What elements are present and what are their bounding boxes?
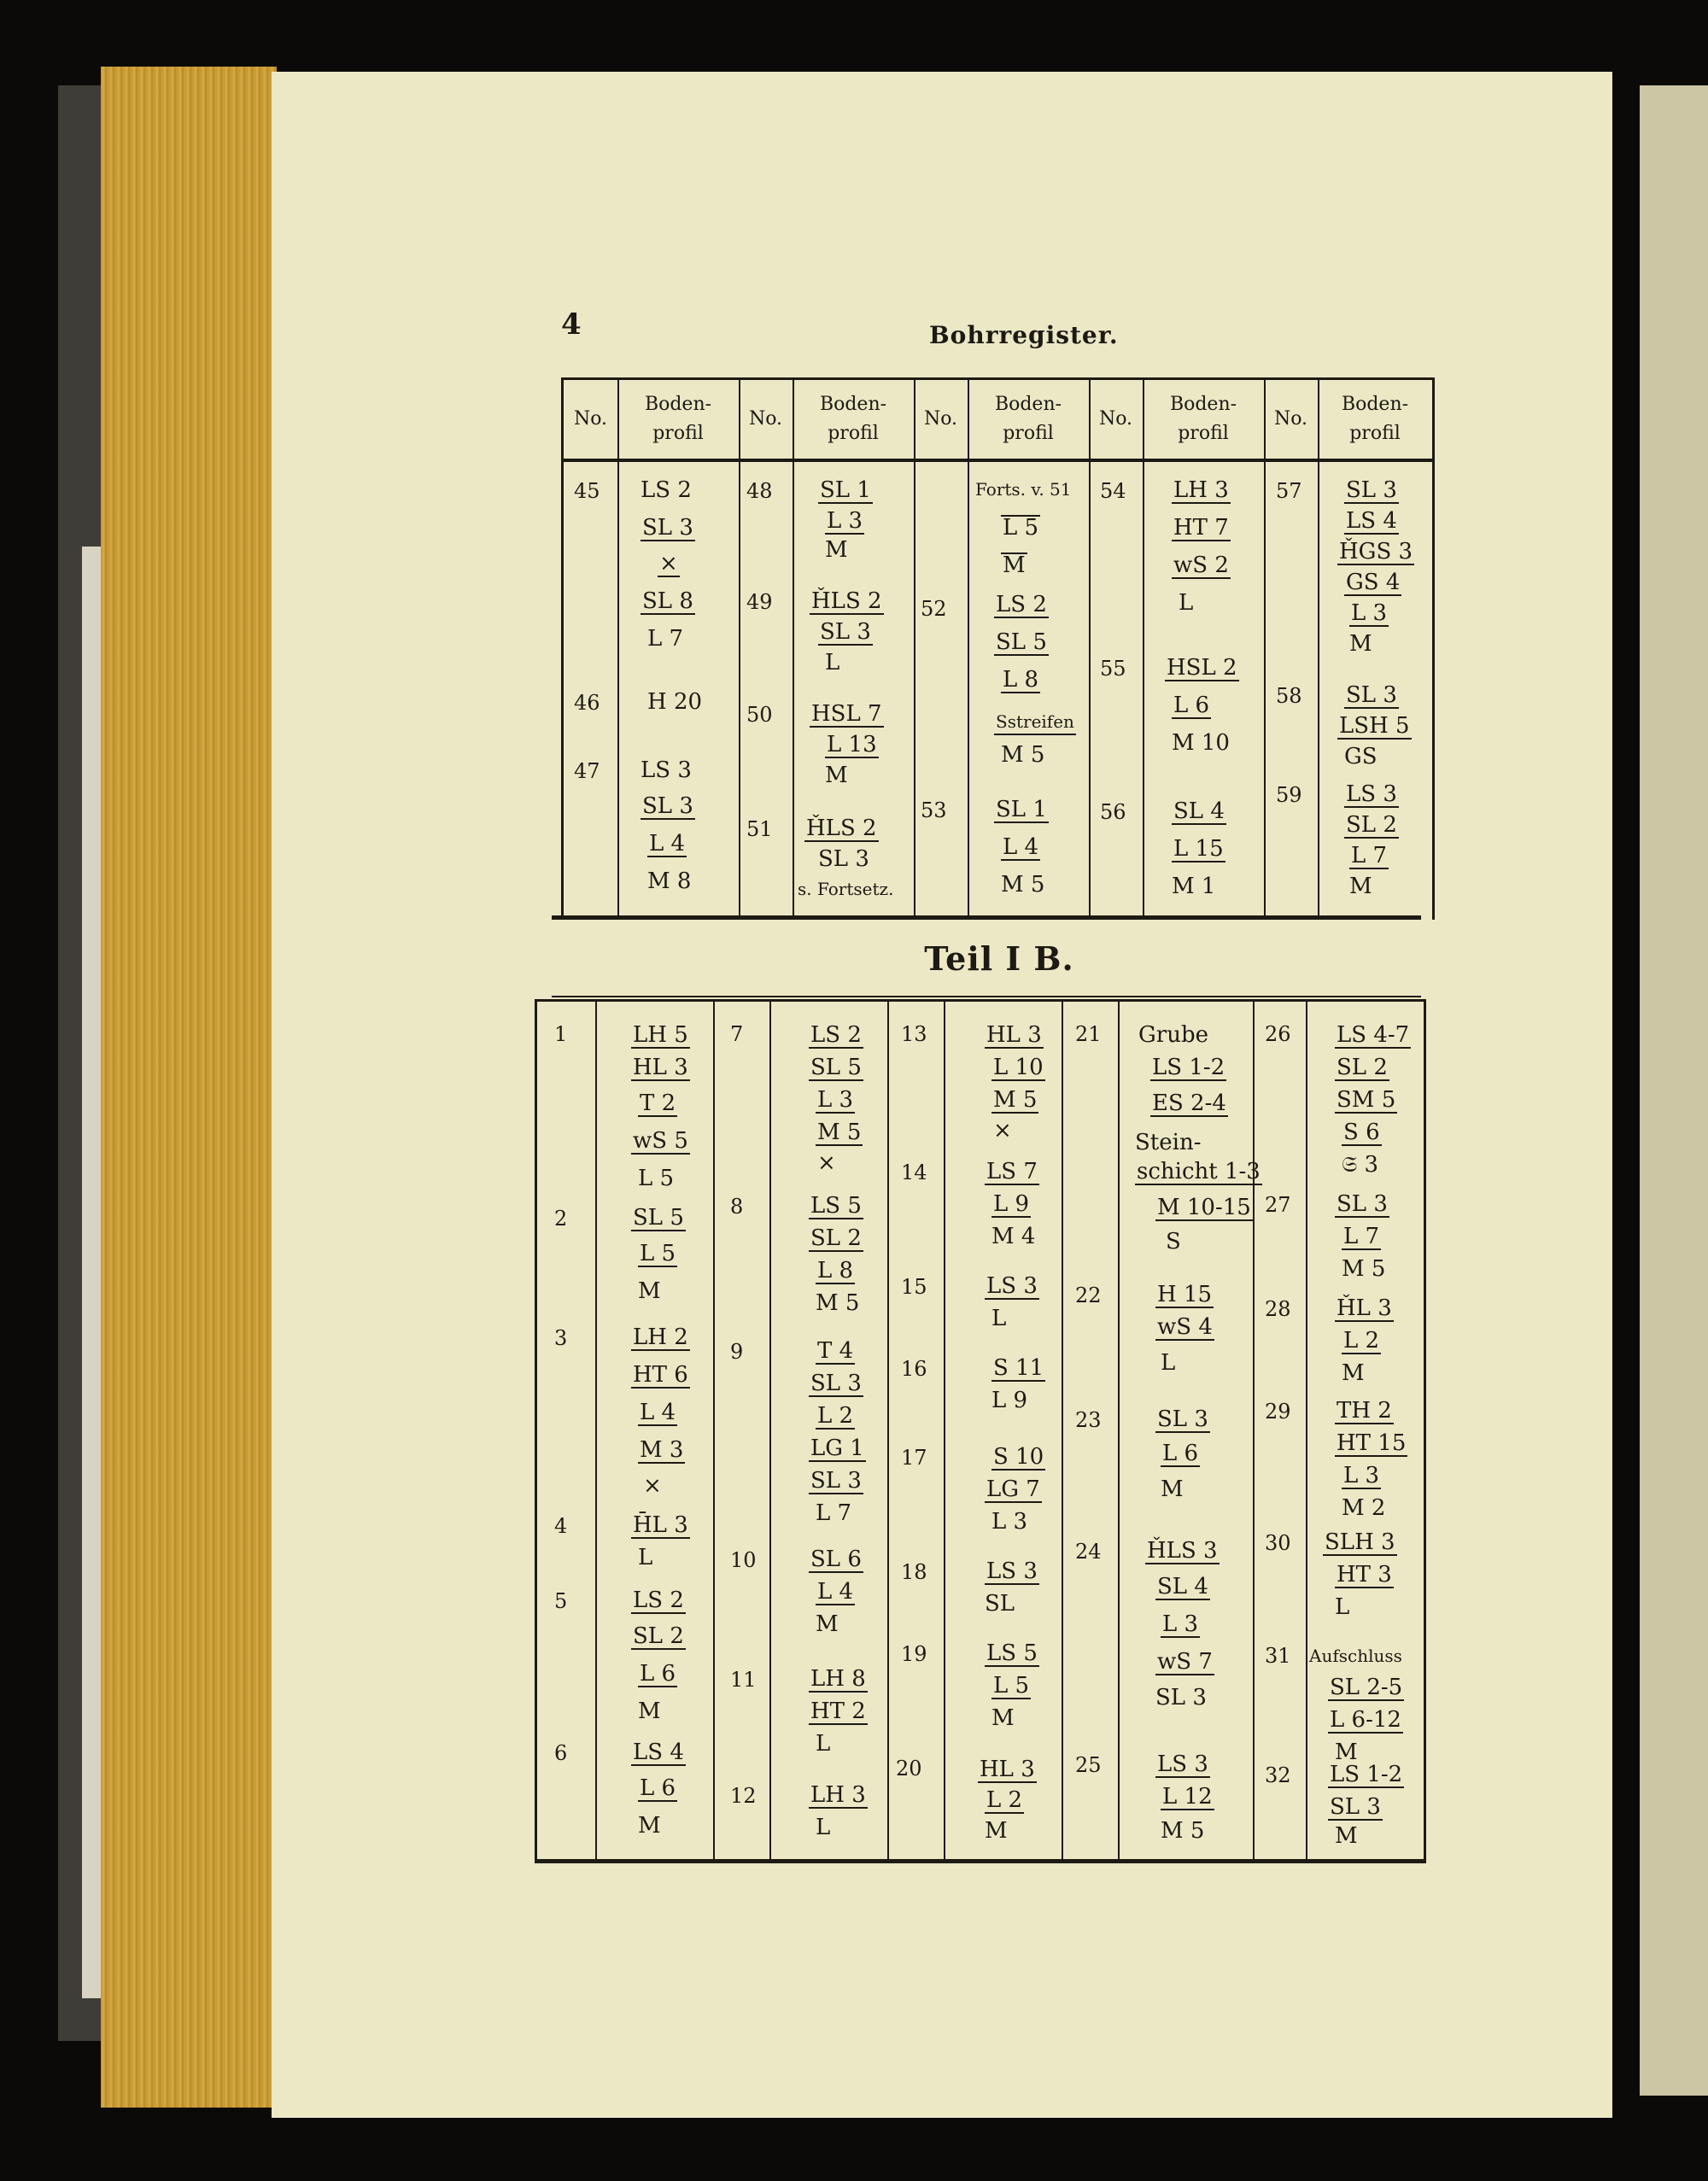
- header-profile: Boden- profil: [1169, 394, 1237, 444]
- bore-number: 49: [746, 590, 773, 614]
- profile-entry: HT 2: [810, 1699, 866, 1724]
- profile-entry: LS 2: [633, 1588, 684, 1613]
- bore-number: 10: [730, 1548, 757, 1572]
- bore-number: 50: [746, 703, 773, 727]
- profile-entry: L: [816, 1731, 831, 1757]
- profile-entry: TH 2: [1337, 1398, 1392, 1424]
- profile-entry: SL 2: [810, 1225, 862, 1251]
- profile-entry: L 6: [1162, 1441, 1199, 1466]
- profile-entry: M: [1349, 874, 1372, 899]
- profile-entry: HL 3: [980, 1757, 1035, 1782]
- profile-entry: LS 3: [1346, 781, 1397, 807]
- profile-entry: LS 4: [1346, 508, 1397, 534]
- bore-number: 3: [554, 1326, 568, 1350]
- bore-number: 54: [1100, 479, 1126, 503]
- header-no: No.: [748, 408, 783, 430]
- profile-entry: SL 5: [633, 1205, 684, 1231]
- profile-entry: LS 1-2: [1152, 1055, 1225, 1080]
- profile-entry: HT 6: [633, 1362, 688, 1388]
- bore-number: 9: [730, 1340, 744, 1364]
- profile-entry: M: [1335, 1740, 1358, 1765]
- bore-number: 52: [921, 597, 947, 621]
- profile-entry: SL 3: [1157, 1406, 1208, 1432]
- profile-entry: SL 5: [996, 629, 1047, 655]
- bore-number: 5: [554, 1589, 568, 1613]
- bore-number: 59: [1276, 783, 1302, 807]
- header-profile: Boden- profil: [994, 394, 1062, 444]
- profile-entry: L 7: [647, 626, 684, 652]
- profile-entry: LS 3: [640, 757, 692, 783]
- profile-entry: M: [638, 1278, 661, 1304]
- profile-entry: ȞGS 3: [1339, 539, 1413, 564]
- profile-entry: M: [638, 1699, 661, 1724]
- profile-entry: SL 3: [1330, 1794, 1381, 1820]
- profile-entry: wS 2: [1173, 553, 1229, 578]
- bore-number: 2: [554, 1207, 568, 1231]
- profile-entry: M 5: [1001, 872, 1045, 898]
- bore-number: 18: [901, 1560, 927, 1584]
- profile-entry: H̄L 3: [633, 1512, 688, 1538]
- profile-entry: LS 4: [633, 1740, 684, 1765]
- profile-entry: LS 3: [986, 1558, 1038, 1584]
- page-gutter: [1612, 72, 1640, 2118]
- bore-number: 57: [1276, 479, 1302, 503]
- continuation-note: s. Fortsetz.: [798, 879, 894, 899]
- header-profile: Boden- profil: [819, 394, 887, 444]
- profile-entry: L 5: [1003, 515, 1039, 541]
- profile-entry: L: [1179, 590, 1194, 616]
- profile-entry: L 4: [817, 1579, 854, 1605]
- profile-entry: M 5: [1161, 1818, 1205, 1844]
- profile-entry: M 5: [993, 1087, 1038, 1113]
- profile-entry: M 8: [647, 868, 692, 894]
- page-stack: [101, 67, 277, 2108]
- profile-entry: L 6: [1173, 693, 1210, 718]
- profile-entry: SL 3: [642, 793, 693, 819]
- bore-number: 51: [746, 817, 773, 841]
- bore-number: 7: [730, 1022, 744, 1046]
- profile-entry: L 5: [638, 1166, 675, 1191]
- profile-entry: ×: [817, 1150, 836, 1176]
- profile-entry: ×: [659, 551, 678, 576]
- profile-entry: M: [825, 537, 848, 563]
- page-number: 4: [561, 307, 582, 342]
- profile-entry: LG 7: [986, 1476, 1040, 1502]
- profile-entry: SL 5: [810, 1055, 862, 1080]
- profile-entry: S 6: [1343, 1120, 1380, 1145]
- profile-entry: HT 7: [1173, 515, 1229, 541]
- profile-entry: ȞL 3: [1337, 1295, 1392, 1321]
- profile-entry: T 2: [640, 1090, 676, 1116]
- profile-entry: ES 2-4: [1152, 1090, 1226, 1116]
- bore-number: 17: [901, 1446, 927, 1470]
- profile-entry: SL 1: [820, 477, 871, 503]
- bore-number: 6: [554, 1741, 568, 1765]
- profile-entry: SL 1: [996, 797, 1047, 822]
- profile-entry: GS 4: [1346, 570, 1401, 595]
- profile-entry: SL 2: [633, 1623, 684, 1649]
- profile-entry: LG 1: [810, 1435, 864, 1461]
- profile-entry: LS 4-7: [1337, 1022, 1410, 1048]
- profile-entry: SL 3: [1337, 1191, 1388, 1217]
- bore-number: 58: [1276, 684, 1302, 708]
- profile-entry: LS 7: [986, 1159, 1038, 1184]
- profile-entry: LS 3: [986, 1273, 1038, 1299]
- profile-entry: M: [638, 1813, 661, 1839]
- profile-entry: S 10: [993, 1444, 1044, 1470]
- profile-entry: M: [1003, 553, 1026, 578]
- profile-entry: L 7: [1343, 1224, 1380, 1249]
- profile-note: Stein-: [1135, 1130, 1202, 1155]
- profile-entry: M: [985, 1818, 1008, 1844]
- bore-number: 11: [730, 1668, 757, 1692]
- profile-entry: L 3: [827, 508, 863, 534]
- profile-entry: L 3: [991, 1509, 1028, 1535]
- bore-number: 29: [1265, 1400, 1291, 1424]
- profile-entry: M 2: [1342, 1495, 1386, 1521]
- bore-number: 8: [730, 1195, 744, 1219]
- profile-entry: M 5: [817, 1120, 862, 1145]
- profile-entry: L 3: [1343, 1463, 1380, 1488]
- profile-entry: L 7: [816, 1500, 852, 1526]
- profile-entry: S 11: [993, 1355, 1044, 1381]
- profile-entry: M 10: [1172, 730, 1230, 756]
- profile-entry: M 3: [640, 1437, 684, 1463]
- profile-entry: HT 15: [1337, 1430, 1407, 1456]
- profile-entry: HL 3: [986, 1022, 1042, 1048]
- profile-entry: SL 2: [1337, 1055, 1388, 1080]
- bore-number: 15: [901, 1275, 927, 1299]
- profile-entry: ȞLS 2: [806, 816, 877, 841]
- profile-note: Sstreifen: [994, 710, 1076, 735]
- profile-entry: LH 2: [633, 1324, 688, 1350]
- profile-entry: ȞLS 2: [811, 588, 882, 614]
- profile-entry: L 5: [640, 1241, 676, 1266]
- profile-entry: GS: [1344, 744, 1378, 769]
- profile-entry: L 6: [640, 1775, 676, 1801]
- profile-entry: ȞLS 3: [1147, 1538, 1218, 1564]
- profile-entry: LS 2: [810, 1022, 862, 1048]
- profile-entry: LS 1-2: [1330, 1762, 1403, 1787]
- bore-number: 13: [901, 1022, 927, 1046]
- profile-entry: SM 5: [1337, 1087, 1396, 1113]
- bore-number: 24: [1075, 1540, 1102, 1564]
- profile-entry: LH 3: [810, 1782, 866, 1808]
- profile-entry: L 8: [1003, 667, 1039, 693]
- bore-number: 30: [1265, 1531, 1291, 1555]
- profile-entry: M: [825, 763, 848, 788]
- profile-entry: wS 5: [633, 1128, 688, 1154]
- profile-entry: L: [825, 650, 840, 675]
- profile-entry: M: [1342, 1360, 1365, 1386]
- profile-note: schicht 1-3: [1137, 1159, 1261, 1184]
- continuation-note: Forts. v. 51: [975, 479, 1072, 500]
- profile-entry: SL 3: [810, 1468, 862, 1494]
- bore-number: 28: [1265, 1297, 1291, 1321]
- profile-entry: M 1: [1172, 874, 1216, 899]
- profile-entry: LH 8: [810, 1666, 866, 1692]
- profile-entry: LS 5: [810, 1193, 862, 1219]
- bore-number: 22: [1075, 1283, 1102, 1307]
- profile-entry: T 4: [817, 1338, 854, 1364]
- profile-entry: 𝔖 3: [1342, 1152, 1379, 1178]
- profile-entry: HT 3: [1337, 1562, 1392, 1588]
- bore-number: 46: [574, 691, 600, 715]
- profile-entry: L: [991, 1306, 1007, 1331]
- profile-entry: SL 3: [820, 619, 871, 645]
- bore-number: 12: [730, 1784, 757, 1808]
- profile-entry: SL 4: [1173, 798, 1225, 824]
- profile-entry: wS 4: [1157, 1314, 1213, 1340]
- profile-entry: L 4: [640, 1400, 676, 1425]
- bore-number: 4: [554, 1514, 568, 1538]
- profile-entry: LH 3: [1173, 477, 1229, 503]
- profile-entry: L: [1161, 1350, 1176, 1376]
- profile-entry: L: [638, 1545, 653, 1570]
- profile-entry: H 20: [647, 689, 703, 715]
- bore-number: 20: [896, 1757, 922, 1780]
- profile-entry: LSH 5: [1339, 713, 1410, 739]
- profile-entry: L 10: [993, 1055, 1044, 1080]
- profile-entry: SL: [985, 1591, 1015, 1617]
- section-title: Teil I B.: [924, 939, 1074, 978]
- bore-number: 32: [1265, 1763, 1291, 1787]
- profile-entry: L: [816, 1815, 831, 1840]
- bore-number: 47: [574, 759, 600, 783]
- profile-entry: SL 3: [1346, 682, 1397, 708]
- profile-entry: S: [1166, 1229, 1181, 1254]
- profile-note: Aufschluss: [1309, 1646, 1402, 1666]
- profile-entry: L 9: [993, 1191, 1030, 1217]
- header-no: No.: [923, 408, 958, 430]
- header-no: No.: [573, 408, 608, 430]
- table-teil-ia: [561, 377, 1435, 920]
- profile-entry: L 6-12: [1330, 1707, 1401, 1733]
- profile-entry: ×: [643, 1473, 662, 1499]
- profile-entry: L 12: [1162, 1784, 1213, 1810]
- profile-entry: HSL 7: [811, 701, 882, 727]
- profile-entry: M 5: [1342, 1256, 1386, 1282]
- profile-entry: L 4: [1003, 834, 1039, 860]
- profile-entry: HL 3: [633, 1055, 688, 1080]
- profile-entry: L 5: [993, 1673, 1030, 1699]
- profile-entry: SL 2-5: [1330, 1675, 1403, 1700]
- profile-entry: SL 3: [810, 1371, 862, 1396]
- profile-entry: L 2: [1343, 1328, 1380, 1354]
- profile-entry: SL 4: [1157, 1574, 1208, 1599]
- bore-number: 45: [574, 479, 600, 503]
- profile-entry: M 5: [816, 1290, 860, 1316]
- header-no: No.: [1098, 408, 1133, 430]
- profile-entry: L 3: [1162, 1611, 1199, 1637]
- profile-entry: LH 5: [633, 1022, 688, 1048]
- profile-entry: SL 6: [810, 1547, 862, 1572]
- profile-entry: L 3: [817, 1087, 854, 1113]
- bore-number: 14: [901, 1161, 927, 1184]
- profile-entry: M 4: [991, 1224, 1036, 1249]
- profile-entry: LS 5: [986, 1640, 1038, 1666]
- section-rule: [552, 915, 1421, 920]
- profile-entry: H 15: [1157, 1282, 1213, 1307]
- profile-entry: L 7: [1351, 843, 1388, 868]
- profile-entry: M: [1349, 631, 1372, 657]
- profile-entry: LS 2: [996, 592, 1047, 617]
- header-profile: Boden- profil: [1341, 394, 1409, 444]
- profile-entry: L 2: [817, 1403, 854, 1429]
- bore-number: 53: [921, 798, 947, 822]
- profile-entry: SL 3: [1155, 1685, 1207, 1710]
- profile-entry: M 5: [1001, 742, 1045, 768]
- profile-entry: M 10-15: [1157, 1195, 1251, 1220]
- profile-entry: M: [1161, 1476, 1184, 1502]
- bore-number: 21: [1075, 1022, 1102, 1046]
- profile-entry: LS 2: [640, 477, 692, 503]
- bore-number: 55: [1100, 657, 1126, 681]
- profile-entry: M: [1335, 1823, 1358, 1849]
- profile-entry: ×: [993, 1118, 1012, 1143]
- bore-number: 1: [554, 1022, 568, 1046]
- profile-entry: SL 3: [818, 846, 869, 872]
- profile-entry: M: [991, 1705, 1015, 1731]
- profile-entry: L 15: [1173, 836, 1224, 862]
- section-rule: [552, 996, 1421, 997]
- facing-page-edge: [1640, 85, 1708, 2096]
- profile-entry: SL 8: [642, 588, 693, 614]
- profile-entry: L 8: [817, 1258, 854, 1283]
- profile-entry: SLH 3: [1325, 1529, 1395, 1555]
- profile-entry: HSL 2: [1167, 655, 1237, 681]
- bore-number: 25: [1075, 1753, 1102, 1777]
- profile-entry: L 9: [991, 1388, 1028, 1413]
- table-teil-ib: [535, 999, 1426, 1863]
- profile-entry: LS 3: [1157, 1751, 1208, 1777]
- profile-entry: SL 3: [1346, 477, 1397, 503]
- bore-number: 48: [746, 479, 773, 503]
- header-no: No.: [1273, 408, 1308, 430]
- profile-note: Grube: [1138, 1022, 1208, 1048]
- profile-entry: SL 2: [1346, 812, 1397, 838]
- profile-entry: L: [1335, 1594, 1350, 1620]
- bore-number: 26: [1265, 1022, 1291, 1046]
- bore-number: 16: [901, 1357, 927, 1381]
- bore-number: 31: [1265, 1644, 1291, 1668]
- profile-entry: M: [816, 1611, 839, 1637]
- bore-number: 56: [1100, 800, 1126, 824]
- header-profile: Boden- profil: [644, 394, 712, 444]
- bore-number: 19: [901, 1642, 927, 1666]
- profile-entry: L 6: [640, 1661, 676, 1687]
- bore-number: 23: [1075, 1408, 1102, 1432]
- profile-entry: SL 3: [642, 515, 693, 541]
- profile-entry: wS 7: [1157, 1649, 1213, 1675]
- profile-entry: L 13: [827, 732, 877, 757]
- profile-entry: L 2: [986, 1787, 1023, 1813]
- profile-entry: L 3: [1351, 600, 1388, 626]
- profile-entry: L 4: [649, 831, 686, 857]
- running-head: Bohrregister.: [929, 321, 1119, 349]
- bore-number: 27: [1265, 1193, 1291, 1217]
